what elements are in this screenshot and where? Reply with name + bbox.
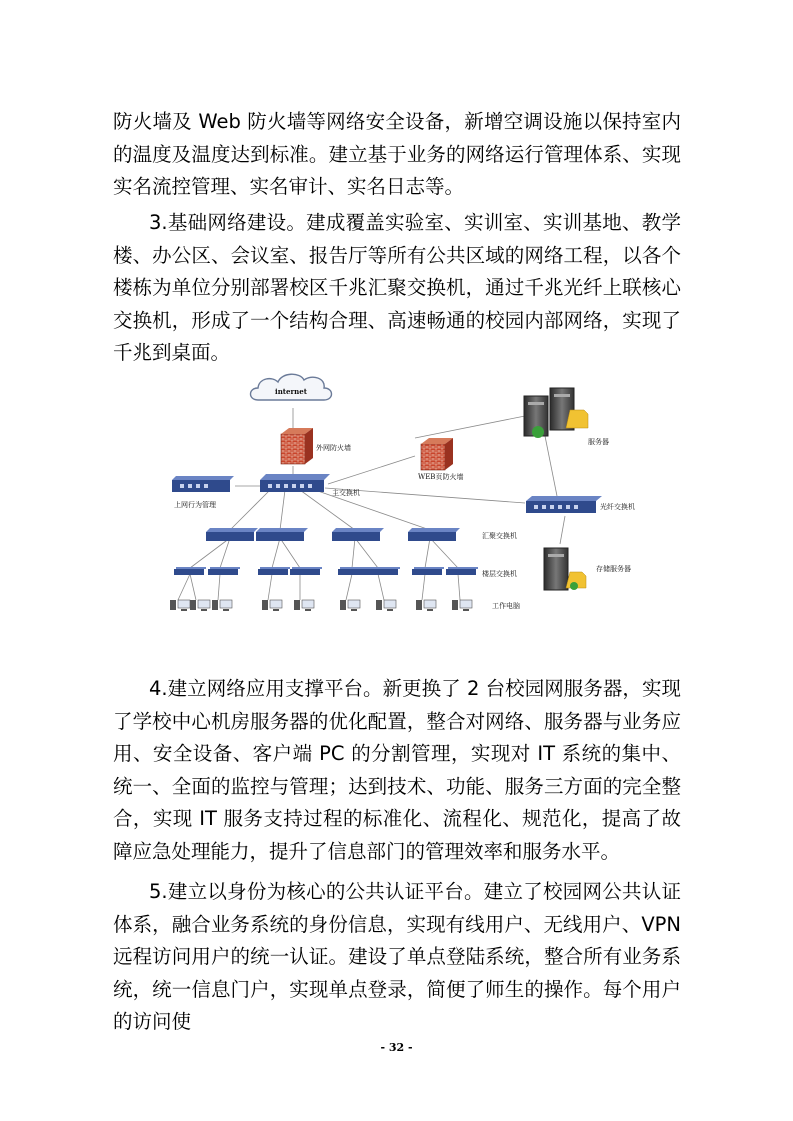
aggregation-switch-icon <box>408 528 460 541</box>
behavior-management-device-icon <box>172 476 234 509</box>
workstation-icon <box>212 600 232 611</box>
aggregation-switch-icon <box>256 528 308 541</box>
floor-switch-icon <box>338 567 370 575</box>
paragraph-app-support-platform <box>113 673 681 868</box>
aggregation-switch-label: 汇聚交换机 <box>482 532 517 540</box>
storage-server-label: 存储服务器 <box>596 565 631 573</box>
paragraph-basic-network <box>113 207 681 370</box>
workstation-label: 工作电脑 <box>492 602 520 610</box>
workstation-icon <box>294 600 314 611</box>
floor-switch-icon <box>446 567 478 575</box>
aggregation-switch-icon <box>206 528 258 541</box>
floor-switch-icon <box>258 567 290 575</box>
core-switch-label: 主交换机 <box>332 489 360 497</box>
web-firewall-icon <box>418 438 463 481</box>
paragraph-security-devices: 防火墙及 Web 防火墙等网络安全设备，新增空调设施以保持室内的温度及温度达到标准。建立基于业务的网络运行管理体系、实现实名流控管理、实名审计、实名日志等。 <box>113 110 681 198</box>
floor-switches <box>174 567 478 575</box>
workstation-icon <box>452 600 472 611</box>
workstation-icon <box>416 600 436 611</box>
floor-switch-icon <box>174 567 206 575</box>
workstation-icon <box>262 600 282 611</box>
behavior-management-label: 上网行为管理 <box>174 501 216 509</box>
floor-switch-icon <box>290 567 322 575</box>
paragraph-auth-platform <box>113 876 681 1039</box>
aggregation-switch-icon <box>332 528 384 541</box>
aggregation-switches <box>206 528 460 541</box>
fiber-switch-label: 光纤交换机 <box>600 503 635 511</box>
paragraph-text: 4.建立网络应用支撑平台。新更换了 2 台校园网服务器，实现了学校中心机房服务器的优化配置，整合对网络、服务器与业务应用、安全设备、客户端 PC 的分割管理，实现对 IT 系统的集中、统一、全面的监控与管理；达到技术、功能、服务三方面的完全整合，实现 IT 服务支持过程的标准化、流程化、规范化，提高了故障应急处理能力，提升了信息部门的管理效率和服务水平。 <box>113 677 681 863</box>
paragraph-text: 3.基础网络建设。建成覆盖实验室、实训室、实训基地、教学楼、办公区、会议室、报告厅等所有公共区域的网络工程，以各个楼栋为单位分别部署校区千兆汇聚交换机，通过千兆光纤上联核心交换机，形成了一个结构合理、高速畅通的校园内部网络，实现了千兆到桌面。 <box>113 211 681 364</box>
paragraph-text: 5.建立以身份为核心的公共认证平台。建立了校园网公共认证体系，融合业务系统的身份信息，实现有线用户、无线用户、VPN 远程访问用户的统一认证。建设了单点登陆系统，整合所有业务系统，统一信息门户，实现单点登录，简便了师生的操作。每个用户的访问使 <box>113 880 681 1033</box>
internet-label: internet <box>275 387 307 396</box>
servers-icon <box>524 388 609 446</box>
floor-switch-icon <box>208 567 240 575</box>
core-switch-icon <box>260 474 360 497</box>
workstation-icon <box>190 600 210 611</box>
network-topology-diagram <box>160 366 636 618</box>
web-firewall-label: WEB页防火墙 <box>418 473 464 481</box>
workstation-icon <box>170 600 190 611</box>
floor-switch-icon <box>412 567 444 575</box>
outer-firewall-icon <box>281 428 351 464</box>
workstation-icon <box>376 600 396 611</box>
internet-cloud-icon <box>251 374 332 400</box>
workstation-icon <box>340 600 360 611</box>
floor-switch-icon <box>368 567 400 575</box>
outer-firewall-label: 外网防火墙 <box>316 444 351 452</box>
floor-switch-label: 楼层交换机 <box>482 570 517 578</box>
storage-server-icon <box>544 548 631 590</box>
servers-label: 服务器 <box>588 438 609 446</box>
page-number: - 32 - <box>380 1041 413 1054</box>
workstations <box>170 600 472 611</box>
fiber-switch-icon <box>526 496 635 513</box>
